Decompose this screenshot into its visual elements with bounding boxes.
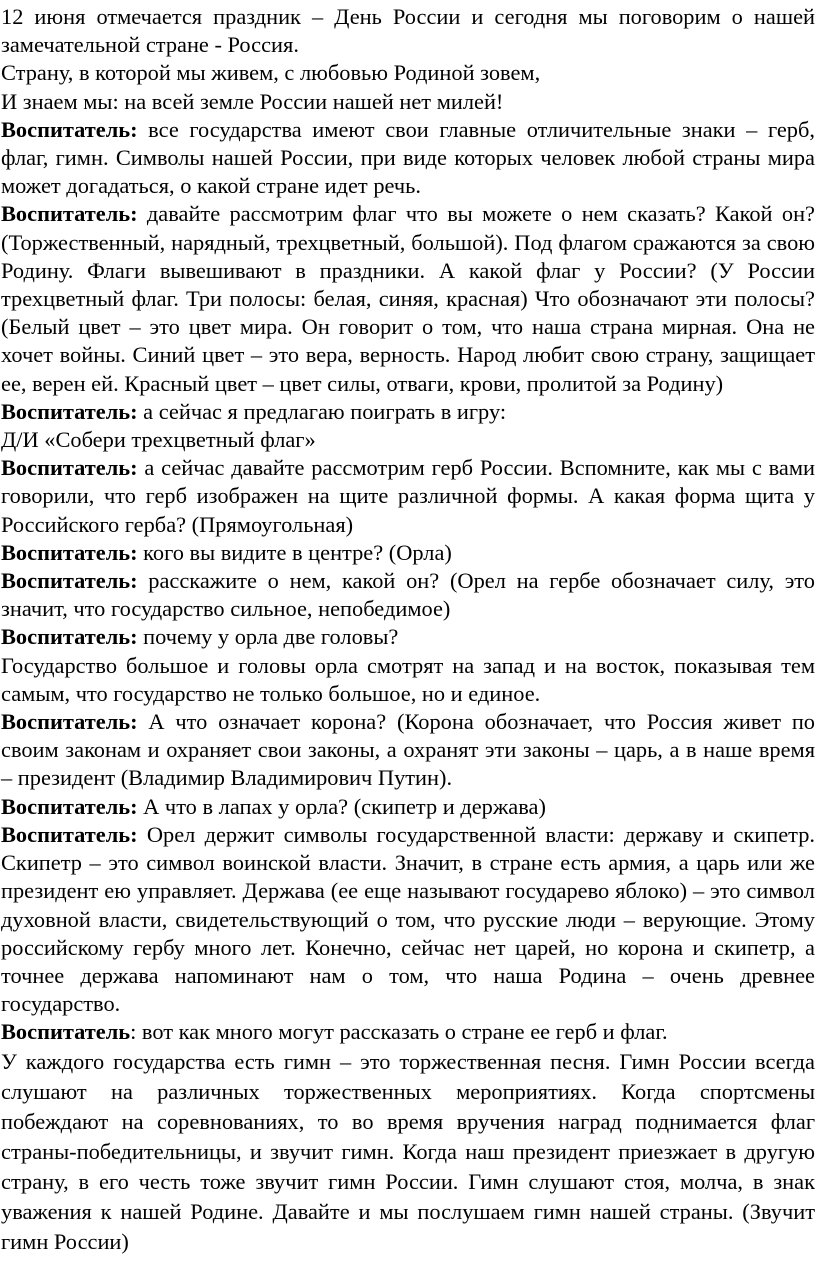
paragraph-text: давайте рассмотрим флаг что вы можете о нем сказать? Какой он? (Торжественный, нарядный, трехцветный, большой). Под флагом сражаются за свою Родину. Флаги вывешивают в праздники. А какой флаг у России? (У России трехцветный флаг. Три полосы: белая, синяя, красная) Что обозначают эти полосы? (Белый цвет – это цвет мира. Он говорит о том, что наша страна мирная. Она не хочет войны. Синий цвет – это вера, верность. Народ любит свою страну, защищает ее, верен ей. Красный цвет – цвет силы, отваги, крови, пролитой за Родину) <box>1 201 815 396</box>
paragraph-text: кого вы видите в центре? (Орла) <box>137 539 452 565</box>
speaker-label: Воспитатель: <box>1 455 138 481</box>
intro-paragraph: 12 июня отмечается праздник – День России и сегодня мы поговорим о нашей замечательной стране - Россия. <box>1 4 815 58</box>
paragraph-text: : вот как много могут рассказать о стране ее герб и флаг. <box>130 1019 668 1045</box>
poem-line-2: И знаем мы: на всей земле России нашей нет милей! <box>1 88 504 114</box>
paragraph-text: А что в лапах у орла? (скипетр и держава) <box>137 793 546 819</box>
paragraph-flag <box>1 200 815 397</box>
paragraph-text: А что означает корона? (Корона обозначает, что Россия живет по своим законам и охраняет свои законы, а охранят эти законы – царь, а в наше время – президент (Владимир Владимирович Путин). <box>1 709 815 791</box>
game-title: Д/И «Собери трехцветный флаг» <box>1 427 316 453</box>
paragraph-text: а сейчас давайте рассмотрим герб России. Вспомните, как мы с вами говорили, что герб изображен на щите различной формы. А какая форма щита у Российского герба? (Прямоугольная) <box>1 455 815 537</box>
speaker-label: Воспитатель: <box>1 201 138 227</box>
speaker-label: Воспитатель <box>1 1019 131 1045</box>
paragraph-text: почему у орла две головы? <box>137 624 399 650</box>
paragraph-center <box>1 539 815 567</box>
paragraph-crown <box>1 708 815 793</box>
paragraph-paws <box>1 793 815 821</box>
speaker-label: Воспитатель: <box>1 624 138 650</box>
paragraph-two-heads <box>1 623 815 651</box>
paragraph-anthem: У каждого государства есть гимн – это торжественная песня. Гимн России всегда слушают на различных торжественных мероприятиях. Когда спортсмены побеждают на соревнованиях, то во время вручения наград поднимается флаг страны-победительницы, и звучит гимн. Когда наш президент приезжает в другую страну, в его честь тоже звучит гимн России. Гимн слушают стоя, молча, в знак уважения к нашей Родине. Давайте и мы послушаем гимн нашей страны. (Звучит гимн России) <box>1 1048 815 1254</box>
paragraph-coat-of-arms <box>1 454 815 539</box>
paragraph-game-intro <box>1 398 815 426</box>
speaker-label: Воспитатель: <box>1 793 138 819</box>
paragraph-scepter <box>1 821 815 1018</box>
paragraph-text: расскажите о нем, какой он? (Орел на гербе обозначает силу, это значит, что государство сильное, непобедимое) <box>1 568 815 622</box>
speaker-label: Воспитатель: <box>1 821 138 847</box>
paragraph-text: а сейчас я предлагаю поиграть в игру: <box>137 398 507 424</box>
speaker-label: Воспитатель: <box>1 568 138 594</box>
paragraph-symbols <box>1 116 815 201</box>
poem-line-1: Страну, в которой мы живем, с любовью Родиной зовем, <box>1 60 541 86</box>
speaker-label: Воспитатель: <box>1 116 138 142</box>
paragraph-text: все государства имеют свои главные отличительные знаки – герб, флаг, гимн. Символы нашей России, при виде которых человек любой страны мира может догадаться, о какой стране идет речь. <box>1 116 815 199</box>
paragraph-summary <box>1 1018 815 1046</box>
speaker-label: Воспитатель: <box>1 539 138 565</box>
speaker-label: Воспитатель: <box>1 709 138 735</box>
paragraph-two-heads-answer: Государство большое и головы орла смотрят на запад и на восток, показывая тем самым, что государство не только большое, но и единое. <box>1 652 815 706</box>
paragraph-text: Орел держит символы государственной власти: державу и скипетр. Скипетр – это символ воинской власти. Значит, в стране есть армия, а царь или же президент ею управляет. Держава (ее еще называют государево яблоко) – это символ духовной власти, свидетельствующий о том, что русские люди – верующие. Этому российскому гербу много лет. Конечно, сейчас нет царей, но корона и скипетр, а точнее держава напоминают нам о том, что наша Родина – очень древнее государство. <box>1 821 815 1017</box>
paragraph-eagle <box>1 567 815 623</box>
speaker-label: Воспитатель: <box>1 398 138 424</box>
